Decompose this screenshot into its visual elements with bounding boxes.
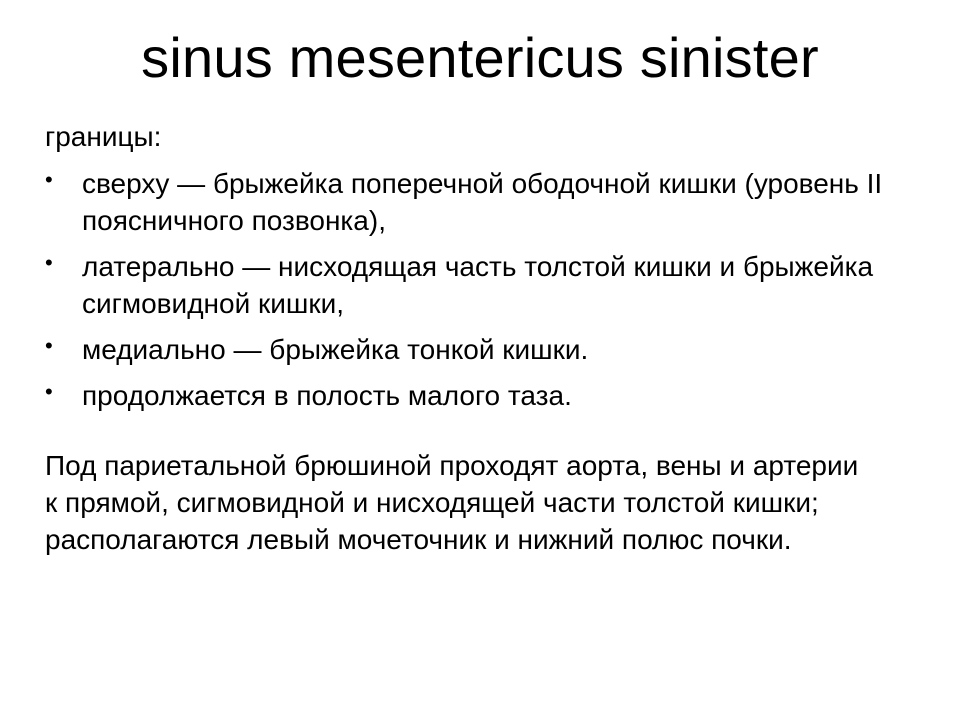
description-paragraph: Под париетальной брюшиной проходят аорта, вены и артерии к прямой, сигмовидной и нисходящей части толстой кишки; располагаются левый мочеточник и нижний полюс почки. xyxy=(45,450,859,555)
list-item xyxy=(45,377,915,414)
list-item xyxy=(45,331,915,368)
bullet-icon: • xyxy=(45,333,53,358)
bullet-icon: • xyxy=(45,379,53,404)
list-item-text: латерально — нисходящая часть толстой кишки и брыжейка сигмовидной кишки, xyxy=(82,251,874,319)
list-item-text: сверху — брыжейка поперечной ободочной кишки (уровень II поясничного позвонка), xyxy=(82,168,883,236)
bullet-icon: • xyxy=(45,250,53,275)
slide-title: sinus mesentericus sinister xyxy=(141,26,819,89)
list-item xyxy=(45,248,915,322)
bullet-icon: • xyxy=(45,167,53,192)
slide-body xyxy=(45,118,915,558)
list-item-text: продолжается в полость малого таза. xyxy=(82,380,572,411)
borders-list xyxy=(45,165,915,414)
list-item-text: медиально — брыжейка тонкой кишки. xyxy=(82,334,589,365)
list-item xyxy=(45,165,915,239)
intro-text: границы: xyxy=(45,121,162,152)
